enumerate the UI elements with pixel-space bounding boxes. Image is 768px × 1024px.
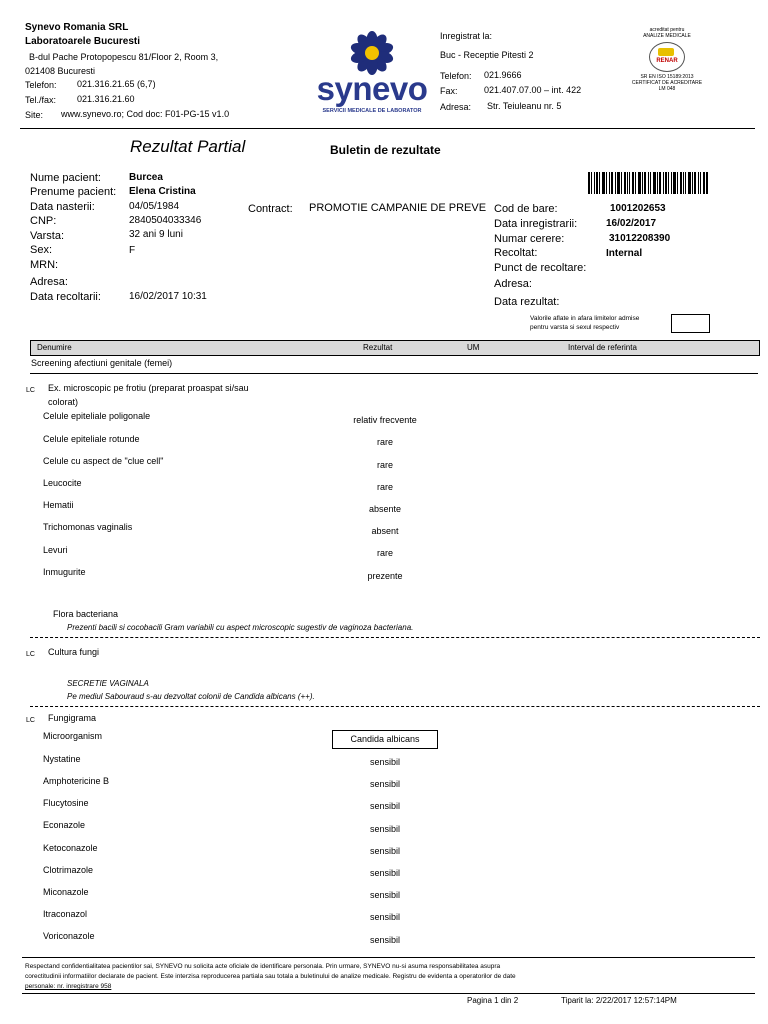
lc-marker-2: LC <box>26 651 35 658</box>
footer-note-line3: personale: nr. inregistrare 958 <box>25 983 112 990</box>
accreditation-line1: acreditat pentru <box>649 27 685 33</box>
registered-fax-label: Fax: <box>440 86 458 96</box>
organism-label: Microorganism <box>43 731 103 741</box>
culture-specimen: SECRETIE VAGINALA <box>67 679 149 688</box>
collected-label: Recoltat: <box>494 247 538 259</box>
table-row-name: Celule epiteliale poligonale <box>43 411 151 421</box>
age-label: Varsta: <box>30 230 65 242</box>
company-address-1: B-dul Pache Protopopescu 81/Floor 2, Room 3, <box>29 52 219 62</box>
company-fax-label: Tel./fax: <box>25 95 57 105</box>
section-divider <box>30 373 758 374</box>
flora-title: Flora bacteriana <box>53 609 119 619</box>
culture-text: Pe mediul Sabouraud s-au dezvoltat colonii de Candida albicans (++). <box>67 692 315 701</box>
fungigram-title: Fungigrama <box>48 713 97 723</box>
birthdate: 04/05/1984 <box>129 201 180 212</box>
table-row-name: Itraconazol <box>43 909 88 919</box>
registration-date-label: Data inregistrarii: <box>494 218 578 230</box>
culture-title: Cultura fungi <box>48 647 100 657</box>
cnp: 2840504033346 <box>129 215 202 226</box>
table-row-name: Celule cu aspect de "clue cell" <box>43 456 164 466</box>
registered-fax: 021.407.07.00 – int. 422 <box>484 85 582 95</box>
table-row-value: absent <box>371 526 399 536</box>
company-phone-label: Telefon: <box>25 80 57 90</box>
dashed-divider <box>30 637 760 638</box>
contract-value: PROMOTIE CAMPANIE DE PREVE <box>309 202 487 214</box>
registered-phone-label: Telefon: <box>440 71 472 81</box>
table-row-value: rare <box>376 437 393 447</box>
microscopy-title-1: Ex. microscopic pe frotiu (preparat proaspat si/sau <box>48 383 249 393</box>
table-row-name: Flucytosine <box>43 798 89 808</box>
company-phone: 021.316.21.65 (6,7) <box>77 79 156 89</box>
collection-date: 16/02/2017 10:31 <box>129 291 207 302</box>
table-row-value: sensibil <box>369 846 400 856</box>
logo-subtitle: SERVICII MEDICALE DE LABORATOR <box>322 108 422 114</box>
col-result: Rezultat <box>363 343 393 352</box>
request-number-label: Numar cerere: <box>494 233 565 245</box>
patient-firstname: Elena Cristina <box>129 186 196 197</box>
collected: Internal <box>606 248 643 259</box>
table-row-value: prezente <box>367 571 403 581</box>
company-site: www.synevo.ro; Cod doc: F01-PG-15 v1.0 <box>61 109 230 119</box>
table-row-value: rare <box>376 460 393 470</box>
table-row-value: sensibil <box>369 824 400 834</box>
table-row-name: Celule epiteliale rotunde <box>43 434 140 444</box>
registration-date: 16/02/2017 <box>606 218 657 229</box>
table-row-value: sensibil <box>369 757 400 767</box>
legend-text <box>530 314 639 332</box>
table-row-value: relativ frecvente <box>353 415 417 425</box>
legend-line1: Valorile aflate in afara limitelor admise <box>530 315 640 322</box>
registered-phone: 021.9666 <box>484 70 522 80</box>
table-row-value: absente <box>368 504 402 514</box>
footer-note <box>25 962 516 992</box>
mrn-label: MRN: <box>30 259 59 271</box>
table-row-name: Leucocite <box>43 478 82 488</box>
organism-box: Candida albicans <box>332 730 438 749</box>
footer-note-line2: corectitudinii informatiilor declarate de pacient. Este interzisa reproducerea partiala sau totala a buletinului de analize medicale. Registru de evidenta a operatorilor de date <box>25 973 516 980</box>
sex-label: Sex: <box>30 244 53 256</box>
logo-wordmark: synevo <box>316 70 428 107</box>
print-date: Tiparit la: 2/22/2017 12:57:14PM <box>561 996 677 1005</box>
dashed-divider <box>30 706 760 707</box>
result-date-label: Data rezultat: <box>494 296 560 308</box>
report-partial-title: Rezultat Partial <box>130 137 246 156</box>
company-name: Synevo Romania SRL <box>25 22 129 33</box>
sample-address-label: Adresa: <box>494 278 532 290</box>
page-number: Pagina 1 din 2 <box>467 996 519 1005</box>
table-header <box>30 340 760 356</box>
company-fax: 021.316.21.60 <box>77 94 135 104</box>
table-row-name: Levuri <box>43 545 68 555</box>
patient-address-label: Adresa: <box>30 276 68 288</box>
age: 32 ani 9 luni <box>129 229 183 240</box>
lab-name: Laboratoarele Bucuresti <box>25 36 141 47</box>
flora-text: Prezenti bacili si cocobacili Gram variabili cu aspect microscopic sugestiv de vaginoza bacteriana. <box>67 623 414 632</box>
col-range: Interval de referinta <box>568 343 637 352</box>
table-row-value: sensibil <box>369 912 400 922</box>
table-row-name: Miconazole <box>43 887 89 897</box>
table-row-name: Ketoconazole <box>43 843 98 853</box>
section-title: Screening afectiuni genitale (femei) <box>31 358 173 368</box>
request-number: 31012208390 <box>609 233 671 244</box>
renar-badge-icon <box>649 42 685 72</box>
table-row-value: rare <box>376 482 393 492</box>
table-row-name: Voriconazole <box>43 931 95 941</box>
legend-line2: pentru varsta si sexul respectiv <box>530 324 620 331</box>
barcode-icon <box>588 172 708 194</box>
sex: F <box>129 245 136 256</box>
lc-marker-1: LC <box>26 387 35 394</box>
registered-address: Str. Teiuleanu nr. 5 <box>487 101 562 111</box>
patient-firstname-label: Prenume pacient: <box>30 186 117 198</box>
header-divider <box>20 128 755 129</box>
table-row-name: Hematii <box>43 500 74 510</box>
col-name: Denumire <box>37 343 72 352</box>
registered-address-label: Adresa: <box>440 102 472 112</box>
lc-marker-3: LC <box>26 717 35 724</box>
registered-place: Buc - Receptie Pitesti 2 <box>440 50 534 60</box>
legend-box <box>671 314 710 333</box>
contract-label: Contract: <box>248 203 293 215</box>
accreditation-line4: CERTIFICAT DE ACREDITARE <box>631 80 703 86</box>
footer-divider-2 <box>22 993 755 994</box>
company-address-2: 021408 Bucuresti <box>25 66 96 76</box>
synevo-logo <box>311 27 433 119</box>
accreditation-line3: SR EN ISO 15189:2013 <box>640 74 694 80</box>
table-row-name: Trichomonas vaginalis <box>43 522 133 532</box>
footer-note-line1: Respectand confidentialitatea pacientilor sai, SYNEVO nu solicita acte oficiale de identificare personala. Prin urmare, SYNEVO nu-si asuma responsabilitatea asupra <box>25 963 501 970</box>
table-row-value: sensibil <box>369 801 400 811</box>
collection-date-label: Data recoltarii: <box>30 291 101 303</box>
accreditation-line5: LM 048 <box>658 86 676 92</box>
table-row-value: rare <box>376 548 393 558</box>
company-site-label: Site: <box>25 110 44 120</box>
registered-title: Inregistrat la: <box>440 31 493 41</box>
barcode-value: 1001202653 <box>610 203 666 214</box>
table-row-name: Inmugurite <box>43 567 86 577</box>
accreditation-seal <box>622 27 712 105</box>
patient-name-label: Nume pacient: <box>30 172 101 184</box>
table-row-value: sensibil <box>369 868 400 878</box>
footer-divider <box>22 957 755 958</box>
table-row-name: Clotrimazole <box>43 865 94 875</box>
table-row-name: Amphotericine B <box>43 776 110 786</box>
table-row-name: Econazole <box>43 820 86 830</box>
cnp-label: CNP: <box>30 215 57 227</box>
table-row-value: sensibil <box>369 779 400 789</box>
barcode-label: Cod de bare: <box>494 203 558 215</box>
table-row-value: sensibil <box>369 935 400 945</box>
birthdate-label: Data nasterii: <box>30 201 95 213</box>
table-row-value: sensibil <box>369 890 400 900</box>
renar-badge: RENAR <box>656 58 678 64</box>
table-row-name: Nystatine <box>43 754 81 764</box>
report-title: Buletin de rezultate <box>330 143 441 157</box>
collection-point-label: Punct de recoltare: <box>494 262 587 274</box>
patient-name: Burcea <box>129 172 163 183</box>
microscopy-title-2: colorat) <box>48 397 79 407</box>
col-unit: UM <box>467 343 480 352</box>
accreditation-line2: ANALIZE MEDICALE <box>643 33 691 39</box>
